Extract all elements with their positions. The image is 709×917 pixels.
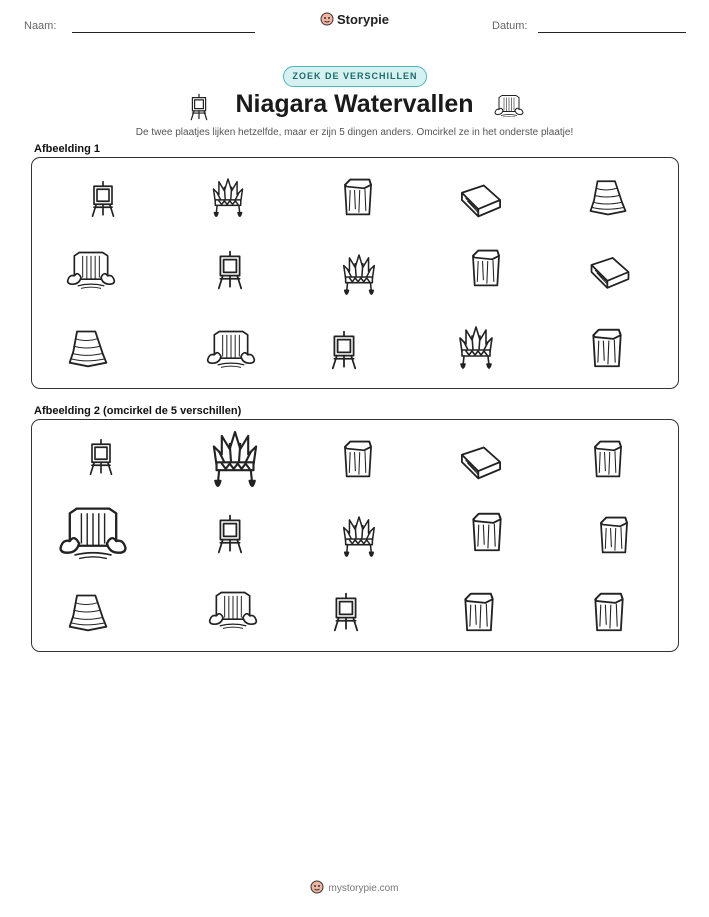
book-icon [588,252,632,292]
date-label: Datum: [492,20,528,32]
rock-icon[interactable] [594,514,634,556]
waterfall-icon [66,248,116,292]
rock-icon [466,246,506,290]
storypie-logo-icon [310,880,324,894]
easel-icon[interactable] [214,510,246,558]
easel-icon[interactable] [330,588,362,636]
easel-icon [328,326,360,374]
panel2-label: Afbeelding 2 (omcirkel de 5 verschillen) [34,405,242,417]
name-label: Naam: [24,20,57,32]
waterfall-icon [494,92,520,122]
rock-icon[interactable] [466,510,508,554]
hill-icon[interactable] [66,590,110,634]
date-field-line[interactable] [538,32,686,33]
picture-panel-1 [31,157,679,389]
rock-icon [338,176,378,218]
easel-icon [214,246,246,294]
rock-icon [586,326,628,370]
book-icon [458,180,504,220]
rock-icon[interactable] [588,438,628,480]
headdress-icon [454,324,498,374]
footer [0,880,709,894]
rock-icon[interactable] [458,590,500,634]
brand-name: Storypie [336,12,389,27]
picture-panel-2[interactable] [31,419,679,652]
instructions: De twee plaatjes lijken hetzelfde, maar er zijn 5 dingen anders. Omcirkel ze in het onderste plaatje! [135,127,574,138]
footer-url: mystorypie.com [328,883,399,894]
headdress-icon[interactable] [202,428,268,494]
storypie-logo-icon [320,12,334,26]
hill-icon [586,176,630,218]
waterfall-icon[interactable] [208,588,258,632]
rock-icon[interactable] [588,590,630,634]
waterfall-icon [206,326,256,372]
brand [0,12,709,27]
easel-icon[interactable] [86,434,116,480]
page-title: Niagara Watervallen [235,90,474,118]
headdress-icon[interactable] [338,514,380,562]
headdress-icon [208,176,248,222]
waterfall-icon[interactable] [58,504,128,562]
hill-icon [66,326,110,370]
panel1-label: Afbeelding 1 [34,143,101,155]
easel-icon [88,176,118,222]
activity-badge: ZOEK DE VERSCHILLEN [283,66,427,87]
rock-icon[interactable] [338,438,378,480]
name-field-line[interactable] [72,32,255,33]
headdress-icon [338,252,380,300]
book-icon[interactable] [458,442,504,482]
